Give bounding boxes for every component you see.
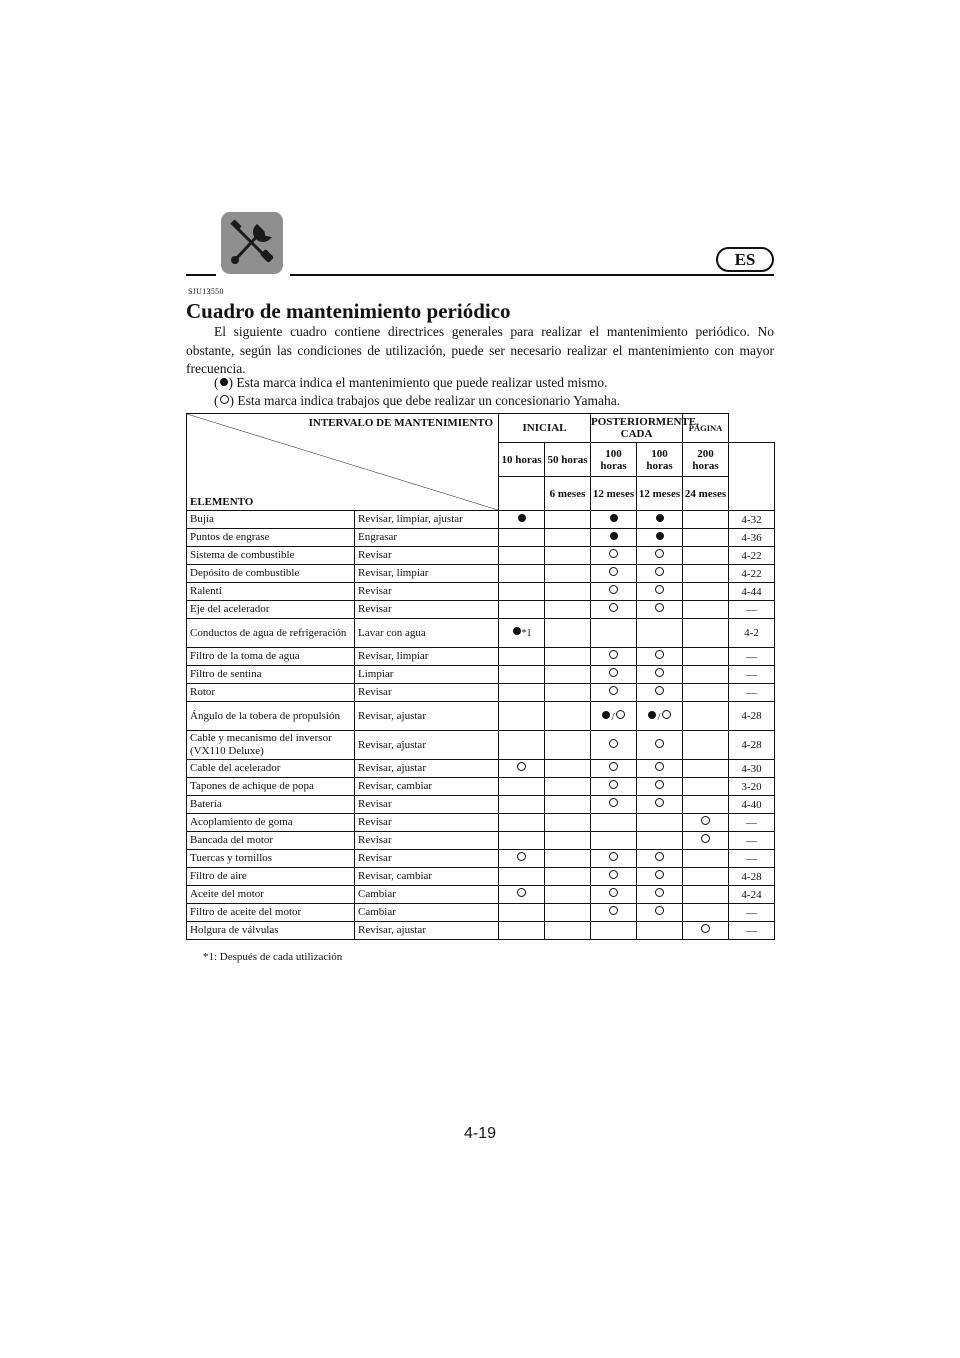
table-row	[187, 814, 775, 832]
action-cell: Revisar	[355, 601, 499, 619]
filled-circle-icon	[656, 514, 664, 522]
page-ref-cell: —	[729, 922, 775, 940]
mark-cell	[637, 547, 683, 565]
mark-cell	[637, 868, 683, 886]
mark-cell	[545, 511, 591, 529]
open-circle-icon	[609, 798, 618, 807]
hours-cell: 100 horas	[591, 443, 637, 477]
item-cell: Ángulo de la tobera de propulsión	[187, 702, 355, 731]
mark-cell	[637, 684, 683, 702]
mark-cell	[683, 886, 729, 904]
mark-cell	[637, 886, 683, 904]
mark-cell	[683, 850, 729, 868]
mark-cell	[499, 796, 545, 814]
open-circle-icon	[609, 762, 618, 771]
item-cell: Filtro de la toma de agua	[187, 648, 355, 666]
header-page: PÁGINA	[683, 414, 729, 443]
table-row	[187, 547, 775, 565]
action-cell: Revisar, ajustar	[355, 922, 499, 940]
mark-cell	[545, 547, 591, 565]
page-ref-cell: 4-22	[729, 565, 775, 583]
page-ref-cell: —	[729, 648, 775, 666]
item-cell: Puntos de engrase	[187, 529, 355, 547]
open-circle-icon	[655, 668, 664, 677]
open-circle-icon	[655, 650, 664, 659]
mark-cell	[637, 583, 683, 601]
mark-cell	[683, 684, 729, 702]
mark-cell	[637, 832, 683, 850]
open-circle-icon	[609, 852, 618, 861]
item-cell: Tuercas y tornillos	[187, 850, 355, 868]
page-ref-cell: —	[729, 684, 775, 702]
item-cell: Conductos de agua de refrigeración	[187, 619, 355, 648]
open-circle-icon	[616, 710, 625, 719]
mark-cell	[499, 832, 545, 850]
open-circle-icon	[655, 780, 664, 789]
open-circle-icon	[655, 686, 664, 695]
action-cell: Revisar, limpiar	[355, 648, 499, 666]
open-circle-icon	[609, 567, 618, 576]
mark-cell	[683, 814, 729, 832]
mark-cell	[683, 904, 729, 922]
mark-cell	[683, 922, 729, 940]
mark-cell	[499, 666, 545, 684]
page-number: 4-19	[463, 1125, 497, 1142]
mark-cell	[591, 850, 637, 868]
open-circle-icon	[609, 650, 618, 659]
mark-cell	[591, 648, 637, 666]
header-initial: INICIAL	[499, 414, 591, 443]
action-cell: Revisar, limpiar	[355, 565, 499, 583]
item-cell: Bujía	[187, 511, 355, 529]
mark-cell	[683, 583, 729, 601]
filled-circle-icon	[610, 514, 618, 522]
mark-cell	[683, 702, 729, 731]
page-ref-cell: 4-36	[729, 529, 775, 547]
mark-cell	[499, 601, 545, 619]
mark-cell	[499, 731, 545, 760]
table-row	[187, 619, 775, 648]
mark-cell	[499, 619, 545, 648]
item-cell: Filtro de aire	[187, 868, 355, 886]
action-cell: Revisar	[355, 583, 499, 601]
action-cell: Engrasar	[355, 529, 499, 547]
mark-cell	[637, 904, 683, 922]
mark-cell: /	[591, 702, 637, 731]
page-ref-cell: 4-32	[729, 511, 775, 529]
mark-cell	[591, 619, 637, 648]
months-cell: 12 meses	[591, 477, 637, 511]
months-cell: 6 meses	[545, 477, 591, 511]
mark-cell	[591, 684, 637, 702]
months-cell	[499, 477, 545, 511]
mark-cell	[683, 529, 729, 547]
mark-cell	[499, 778, 545, 796]
table-row	[187, 886, 775, 904]
open-circle-icon	[609, 585, 618, 594]
language-badge: ES	[716, 247, 774, 272]
page-title: Cuadro de mantenimiento periódico	[186, 299, 511, 323]
mark-cell	[637, 529, 683, 547]
item-cell: Filtro de sentina	[187, 666, 355, 684]
mark-cell	[637, 731, 683, 760]
open-circle-icon	[655, 852, 664, 861]
mark-cell	[545, 731, 591, 760]
page-ref-cell: —	[729, 601, 775, 619]
table-row	[187, 922, 775, 940]
filled-circle-icon	[513, 627, 521, 635]
mark-cell	[545, 648, 591, 666]
mark-cell	[591, 922, 637, 940]
page-ref-cell: 4-28	[729, 868, 775, 886]
action-cell: Revisar	[355, 850, 499, 868]
mark-cell	[683, 547, 729, 565]
mark-cell	[637, 850, 683, 868]
action-cell: Cambiar	[355, 904, 499, 922]
table-row	[187, 832, 775, 850]
mark-cell	[545, 922, 591, 940]
page-ref-cell: 4-28	[729, 731, 775, 760]
item-cell: Holgura de válvulas	[187, 922, 355, 940]
mark-cell	[499, 702, 545, 731]
open-circle-icon	[609, 739, 618, 748]
mark-cell	[545, 565, 591, 583]
mark-cell	[683, 796, 729, 814]
mark-cell	[591, 832, 637, 850]
open-circle-icon	[517, 852, 526, 861]
mark-cell	[545, 684, 591, 702]
open-circle-icon	[655, 762, 664, 771]
open-circle-icon	[655, 567, 664, 576]
filled-circle-icon	[610, 532, 618, 540]
intro-paragraph: El siguiente cuadro contiene directrices generales para realizar el mantenimiento periódico. No obstante, según las condiciones de utilización, puede ser necesario realizar el mantenimiento con mayor frecuencia.	[186, 324, 774, 376]
item-cell: Cable y mecanismo del inversor (VX110 Deluxe)	[187, 731, 355, 760]
page-ref-cell: 4-44	[729, 583, 775, 601]
page-ref-cell: 4-2	[729, 619, 775, 648]
open-circle-icon	[655, 798, 664, 807]
table-row	[187, 796, 775, 814]
open-circle-icon	[609, 549, 618, 558]
header-after: POSTERIORMENTE, CADA	[591, 414, 683, 443]
mark-cell	[683, 565, 729, 583]
table-row	[187, 648, 775, 666]
mark-cell: /	[637, 702, 683, 731]
action-cell: Revisar	[355, 814, 499, 832]
months-cell: 12 meses	[637, 477, 683, 511]
legend-ring: ( ) Esta marca indica trabajos que debe realizar un concesionario Yamaha.	[214, 393, 621, 408]
open-circle-icon	[701, 834, 710, 843]
filled-circle-icon	[220, 378, 228, 386]
mark-cell	[499, 583, 545, 601]
open-circle-icon	[701, 924, 710, 933]
mark-cell	[637, 814, 683, 832]
filled-circle-icon	[648, 711, 656, 719]
mark-cell	[683, 511, 729, 529]
table-row	[187, 868, 775, 886]
mark-cell	[591, 886, 637, 904]
open-circle-icon	[655, 906, 664, 915]
mark-cell	[545, 814, 591, 832]
mark-cell	[545, 850, 591, 868]
table-row	[187, 778, 775, 796]
table-row	[187, 583, 775, 601]
mark-cell	[499, 904, 545, 922]
action-cell: Revisar	[355, 684, 499, 702]
mark-cell	[591, 583, 637, 601]
mark-cell	[545, 760, 591, 778]
item-cell: Aceite del motor	[187, 886, 355, 904]
mark-cell	[591, 814, 637, 832]
mark-cell	[637, 648, 683, 666]
filled-circle-icon	[656, 532, 664, 540]
legend-dot-text: Esta marca indica el mantenimiento que puede realizar usted mismo.	[236, 375, 608, 390]
mark-cell	[499, 529, 545, 547]
mark-cell	[591, 760, 637, 778]
mark-cell	[545, 904, 591, 922]
mark-cell	[637, 601, 683, 619]
mark-cell	[683, 648, 729, 666]
open-circle-icon	[609, 780, 618, 789]
page-ref-cell: —	[729, 832, 775, 850]
item-cell: Depósito de combustible	[187, 565, 355, 583]
hours-cell: 200 horas	[683, 443, 729, 477]
page-ref-cell: 4-28	[729, 702, 775, 731]
mark-cell	[499, 814, 545, 832]
header-diagonal-cell	[187, 414, 499, 511]
mark-cell	[499, 868, 545, 886]
mark-cell	[499, 684, 545, 702]
mark-cell	[545, 529, 591, 547]
footnote-ref: *1	[521, 628, 532, 639]
item-cell: Cable del acelerador	[187, 760, 355, 778]
mark-cell	[591, 904, 637, 922]
mark-cell	[545, 583, 591, 601]
open-circle-icon	[655, 870, 664, 879]
open-circle-icon	[609, 668, 618, 677]
open-circle-icon	[655, 585, 664, 594]
table-row	[187, 565, 775, 583]
item-cell: Batería	[187, 796, 355, 814]
mark-cell	[683, 619, 729, 648]
table-row	[187, 684, 775, 702]
months-cell: 24 meses	[683, 477, 729, 511]
table-row	[187, 666, 775, 684]
hours-cell: 50 horas	[545, 443, 591, 477]
open-circle-icon	[662, 710, 671, 719]
mark-cell	[683, 666, 729, 684]
mark-cell	[683, 731, 729, 760]
mark-cell	[637, 511, 683, 529]
mark-cell	[591, 547, 637, 565]
mark-cell	[499, 886, 545, 904]
mark-cell	[637, 666, 683, 684]
header-item: ELEMENTO	[190, 496, 254, 508]
page-ref-cell: 4-22	[729, 547, 775, 565]
open-circle-icon	[609, 888, 618, 897]
open-circle-icon	[609, 603, 618, 612]
action-cell: Revisar, limpiar, ajustar	[355, 511, 499, 529]
section-code: SJU13550	[188, 287, 224, 296]
open-circle-icon	[701, 816, 710, 825]
hours-cell: 10 horas	[499, 443, 545, 477]
open-circle-icon	[517, 888, 526, 897]
mark-cell	[683, 601, 729, 619]
page-ref-cell: —	[729, 666, 775, 684]
table-row	[187, 731, 775, 760]
mark-cell	[591, 731, 637, 760]
item-cell: Rotor	[187, 684, 355, 702]
filled-circle-icon	[518, 514, 526, 522]
action-cell: Revisar, ajustar	[355, 760, 499, 778]
mark-cell	[637, 760, 683, 778]
page-ref-cell: 4-30	[729, 760, 775, 778]
mark-cell	[545, 601, 591, 619]
mark-cell	[637, 796, 683, 814]
item-cell: Tapones de achique de popa	[187, 778, 355, 796]
page-ref-cell: —	[729, 850, 775, 868]
table-row	[187, 904, 775, 922]
mark-cell	[499, 565, 545, 583]
table-row	[187, 850, 775, 868]
open-circle-icon	[655, 603, 664, 612]
table-row	[187, 702, 775, 731]
mark-cell	[591, 565, 637, 583]
header-page-blank	[729, 443, 775, 511]
mark-cell	[683, 778, 729, 796]
legend-ring-text: Esta marca indica trabajos que debe realizar un concesionario Yamaha.	[237, 393, 621, 408]
mark-cell	[637, 565, 683, 583]
page-ref-cell: 4-40	[729, 796, 775, 814]
filled-circle-icon	[602, 711, 610, 719]
mark-cell	[591, 778, 637, 796]
mark-cell	[683, 868, 729, 886]
item-cell: Filtro de aceite del motor	[187, 904, 355, 922]
mark-cell	[591, 601, 637, 619]
open-circle-icon	[517, 762, 526, 771]
header-rule	[290, 274, 774, 276]
action-cell: Lavar con agua	[355, 619, 499, 648]
table-row	[187, 511, 775, 529]
mark-cell	[637, 922, 683, 940]
footnote: *1: Después de cada utilización	[203, 951, 343, 963]
page-ref-cell: 4-24	[729, 886, 775, 904]
item-cell: Eje del acelerador	[187, 601, 355, 619]
action-cell: Cambiar	[355, 886, 499, 904]
mark-cell	[499, 648, 545, 666]
mark-cell	[591, 796, 637, 814]
open-circle-icon	[609, 906, 618, 915]
table-row	[187, 529, 775, 547]
mark-cell	[591, 511, 637, 529]
mark-cell	[545, 796, 591, 814]
page-ref-cell: 3-20	[729, 778, 775, 796]
item-cell: Ralentí	[187, 583, 355, 601]
open-circle-icon	[609, 870, 618, 879]
hours-cell: 100 horas	[637, 443, 683, 477]
mark-cell	[591, 868, 637, 886]
item-cell: Acoplamiento de goma	[187, 814, 355, 832]
tools-icon	[221, 212, 283, 274]
open-circle-icon	[655, 549, 664, 558]
action-cell: Revisar, cambiar	[355, 868, 499, 886]
mark-cell	[499, 547, 545, 565]
mark-cell	[499, 850, 545, 868]
table-row	[187, 601, 775, 619]
item-cell: Sistema de combustible	[187, 547, 355, 565]
mark-cell	[545, 886, 591, 904]
action-cell: Revisar, ajustar	[355, 731, 499, 760]
mark-cell	[499, 760, 545, 778]
page-ref-cell: —	[729, 814, 775, 832]
maintenance-table	[186, 413, 775, 940]
mark-cell	[545, 868, 591, 886]
mark-cell	[683, 760, 729, 778]
mark-cell	[499, 922, 545, 940]
mark-cell	[683, 832, 729, 850]
mark-cell	[591, 666, 637, 684]
mark-cell	[637, 778, 683, 796]
table-row	[187, 760, 775, 778]
mark-cell	[545, 666, 591, 684]
legend-dot: ( ) Esta marca indica el mantenimiento que puede realizar usted mismo.	[214, 375, 608, 390]
mark-cell	[545, 778, 591, 796]
mark-cell	[637, 619, 683, 648]
action-cell: Revisar, cambiar	[355, 778, 499, 796]
action-cell: Limpiar	[355, 666, 499, 684]
open-circle-icon	[220, 395, 229, 404]
action-cell: Revisar	[355, 547, 499, 565]
mark-cell	[499, 511, 545, 529]
item-cell: Bancada del motor	[187, 832, 355, 850]
action-cell: Revisar	[355, 796, 499, 814]
action-cell: Revisar, ajustar	[355, 702, 499, 731]
open-circle-icon	[655, 739, 664, 748]
mark-cell	[545, 832, 591, 850]
open-circle-icon	[655, 888, 664, 897]
header-rule-left	[186, 274, 216, 276]
mark-cell	[591, 529, 637, 547]
page-ref-cell: —	[729, 904, 775, 922]
action-cell: Revisar	[355, 832, 499, 850]
open-circle-icon	[609, 686, 618, 695]
mark-cell	[545, 702, 591, 731]
header-interval: INTERVALO DE MANTENIMIENTO	[308, 417, 493, 429]
mark-cell	[545, 619, 591, 648]
